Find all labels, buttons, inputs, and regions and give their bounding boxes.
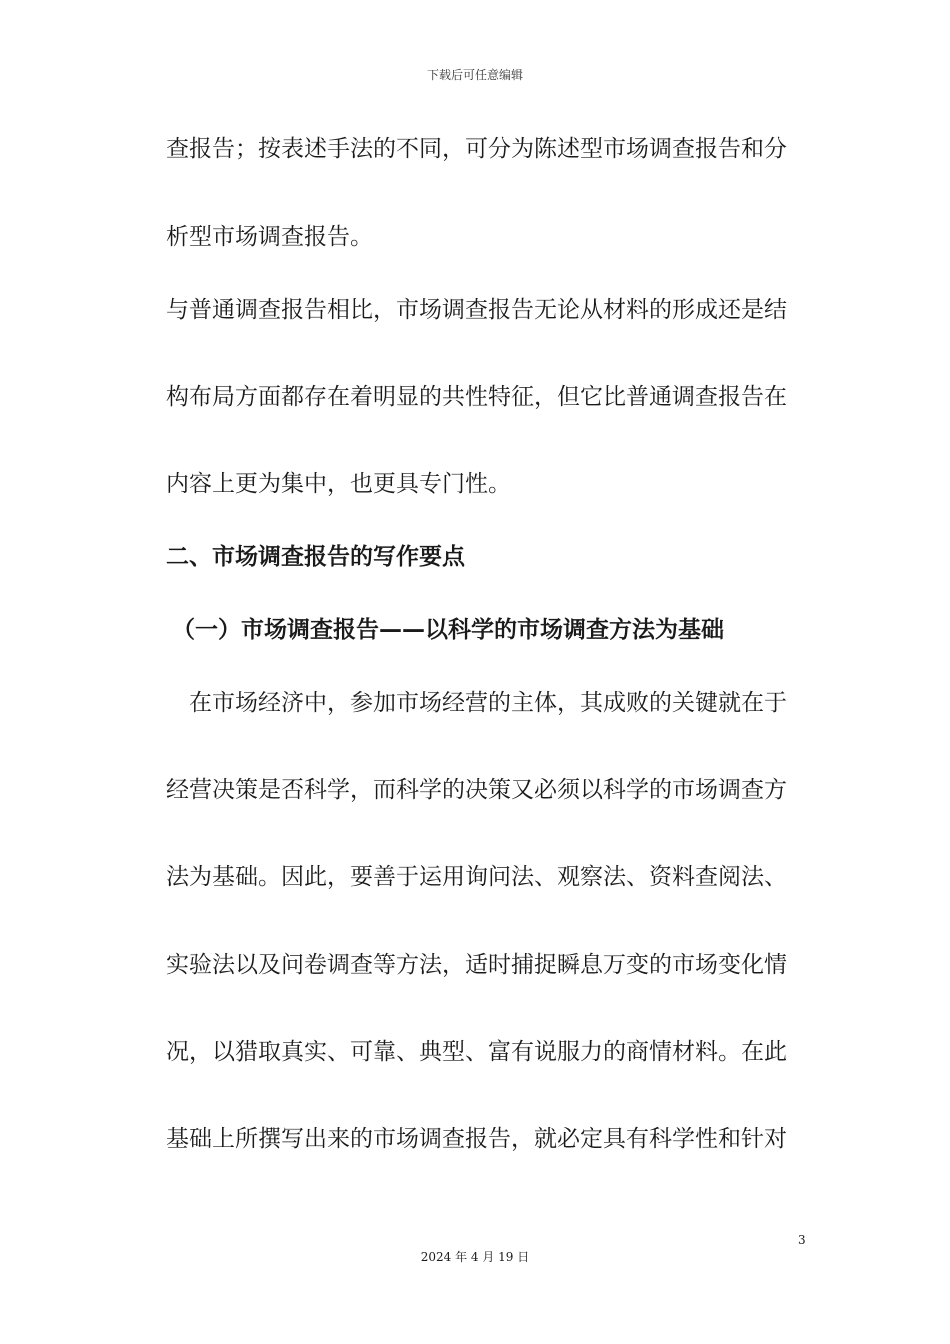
paragraph-line: 经营决策是否科学，而科学的决策又必须以科学的市场调查方 [166, 777, 787, 803]
paragraph-line: 况，以猎取真实、可靠、典型、富有说服力的商情材料。在此 [166, 1039, 787, 1065]
paragraph-line: 实验法以及问卷调查等方法，适时捕捉瞬息万变的市场变化情 [166, 952, 787, 978]
footer-date: 2024 年 4 月 19 日 [420, 1250, 530, 1264]
page-number: 3 [798, 1233, 806, 1247]
subsection-heading: （一）市场调查报告——以科学的市场调查方法为基础 [172, 617, 724, 643]
paragraph-line: 在市场经济中，参加市场经营的主体，其成败的关键就在于 [189, 690, 787, 716]
paragraph-line: 内容上更为集中，也更具专门性。 [166, 471, 511, 497]
paragraph-line: 基础上所撰写出来的市场调查报告，就必定具有科学性和针对 [166, 1126, 787, 1152]
paragraph-line: 析型市场调查报告。 [166, 224, 373, 250]
paragraph-line: 法为基础。因此，要善于运用询问法、观察法、资料查阅法、 [166, 864, 787, 890]
paragraph-line: 构布局方面都存在着明显的共性特征，但它比普通调查报告在 [166, 384, 787, 410]
section-heading: 二、市场调查报告的写作要点 [166, 544, 465, 570]
paragraph-line: 与普通调查报告相比，市场调查报告无论从材料的形成还是结 [166, 297, 787, 323]
header-note: 下载后可任意编辑 [426, 68, 523, 82]
paragraph-line: 查报告；按表述手法的不同，可分为陈述型市场调查报告和分 [166, 136, 787, 162]
